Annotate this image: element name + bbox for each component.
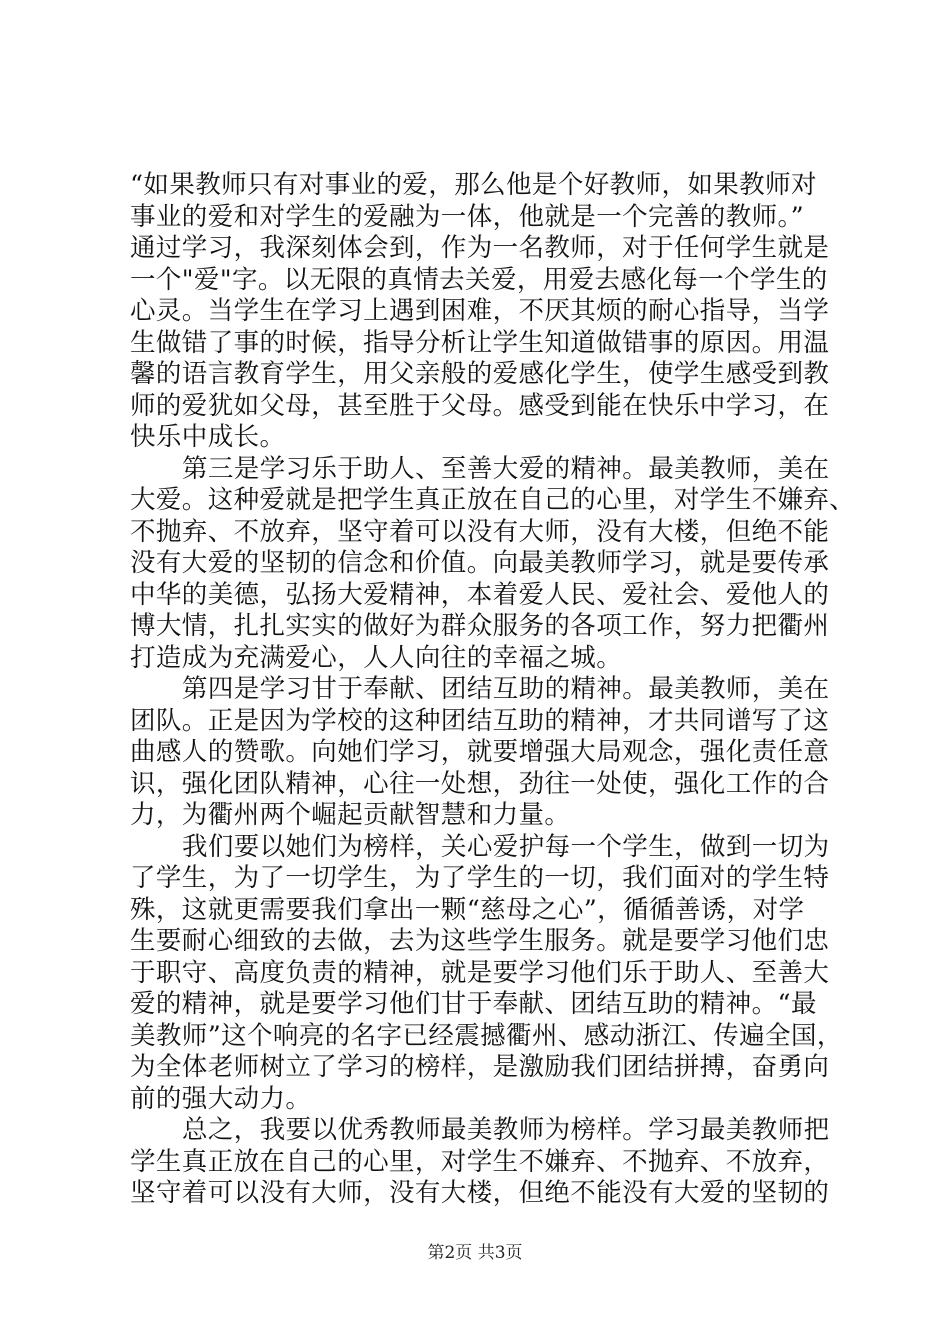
text-line: “如果教师只有对事业的爱，那么他是个好教师，如果教师对 bbox=[130, 170, 817, 200]
text-line: 师的爱犹如父母，甚至胜于父母。感受到能在快乐中学习，在 bbox=[130, 390, 830, 421]
paragraph-start-line: 总之，我要以优秀教师最美教师为榜样。学习最美教师把 bbox=[182, 1115, 830, 1145]
text-line: 没有大爱的坚韧的信念和价值。向最美教师学习，就是要传承 bbox=[130, 548, 830, 578]
text-line: 曲感人的赞歌。向她们学习，就要增强大局观念，强化责任意 bbox=[130, 737, 830, 767]
text-line: 事业的爱和对学生的爱融为一体，他就是一个完善的教师。” bbox=[130, 201, 805, 232]
text-line: 美教师”这个响亮的名字已经震撼衢州、感动浙江、传遍全国， bbox=[130, 1020, 843, 1051]
text-line: 坚守着可以没有大师，没有大楼，但绝不能没有大爱的坚韧的 bbox=[130, 1178, 830, 1208]
text-line: 博大情，扎扎实实的做好为群众服务的各项工作，努力把衢州 bbox=[130, 611, 830, 641]
text-line: 团队。正是因为学校的这种团结互助的精神，才共同谱写了这 bbox=[130, 705, 830, 736]
text-line: 爱的精神，就是要学习他们甘于奉献、团结互助的精神。“最 bbox=[130, 989, 817, 1019]
text-line: 于职守、高度负责的精神，就是要学习他们乐于助人、至善大 bbox=[130, 957, 830, 988]
text-line: 为全体老师树立了学习的榜样，是激励我们团结拼搏，奋勇向 bbox=[130, 1052, 830, 1082]
page-number-label: 第2页 共3页 bbox=[427, 1243, 523, 1263]
text-line: 快乐中成长。 bbox=[130, 422, 286, 452]
paragraph-start-line: 第三是学习乐于助人、至善大爱的精神。最美教师，美在 bbox=[182, 453, 830, 484]
paragraph-start-line: 第四是学习甘于奉献、团结互助的精神。最美教师，美在 bbox=[182, 674, 830, 704]
text-line: 识，强化团队精神，心往一处想，劲往一处使，强化工作的合 bbox=[130, 768, 830, 799]
text-line: 馨的语言教育学生，用父亲般的爱感化学生，使学生感受到教 bbox=[130, 359, 830, 389]
text-line: 前的强大动力。 bbox=[130, 1083, 312, 1114]
text-line: 生做错了事的时候，指导分析让学生知道做错事的原因。用温 bbox=[130, 327, 830, 358]
page-footer bbox=[0, 1238, 950, 1263]
text-line: 打造成为充满爱心，人人向往的幸福之城。 bbox=[130, 642, 623, 673]
text-line: 中华的美德，弘扬大爱精神，本着爱人民、爱社会、爱他人的 bbox=[130, 579, 830, 610]
text-line: 通过学习，我深刻体会到，作为一名教师，对于任何学生就是 bbox=[130, 233, 830, 263]
text-line: 了学生，为了一切学生，为了学生的一切，我们面对的学生特 bbox=[130, 863, 830, 893]
text-line: 殊，这就更需要我们拿出一颗“慈母之心”，循循善诱，对学 bbox=[130, 894, 805, 925]
text-line: 生要耐心细致的去做，去为这些学生服务。就是要学习他们忠 bbox=[130, 926, 830, 956]
body-text bbox=[130, 170, 856, 1210]
text-line: 大爱。这种爱就是把学生真正放在自己的心里，对学生不嫌弃、 bbox=[130, 485, 856, 515]
text-line: 一个"爱"字。以无限的真情去关爱，用爱去感化每一个学生的 bbox=[130, 264, 828, 295]
text-line: 不抛弃、不放弃，坚守着可以没有大师，没有大楼，但绝不能 bbox=[130, 516, 830, 547]
text-line: 心灵。当学生在学习上遇到困难，不厌其烦的耐心指导，当学 bbox=[130, 296, 830, 326]
text-line: 力，为衢州两个崛起贡献智慧和力量。 bbox=[130, 800, 571, 830]
paragraph-start-line: 我们要以她们为榜样，关心爱护每一个学生，做到一切为 bbox=[182, 831, 830, 862]
text-line: 学生真正放在自己的心里，对学生不嫌弃、不抛弃、不放弃， bbox=[130, 1146, 830, 1177]
